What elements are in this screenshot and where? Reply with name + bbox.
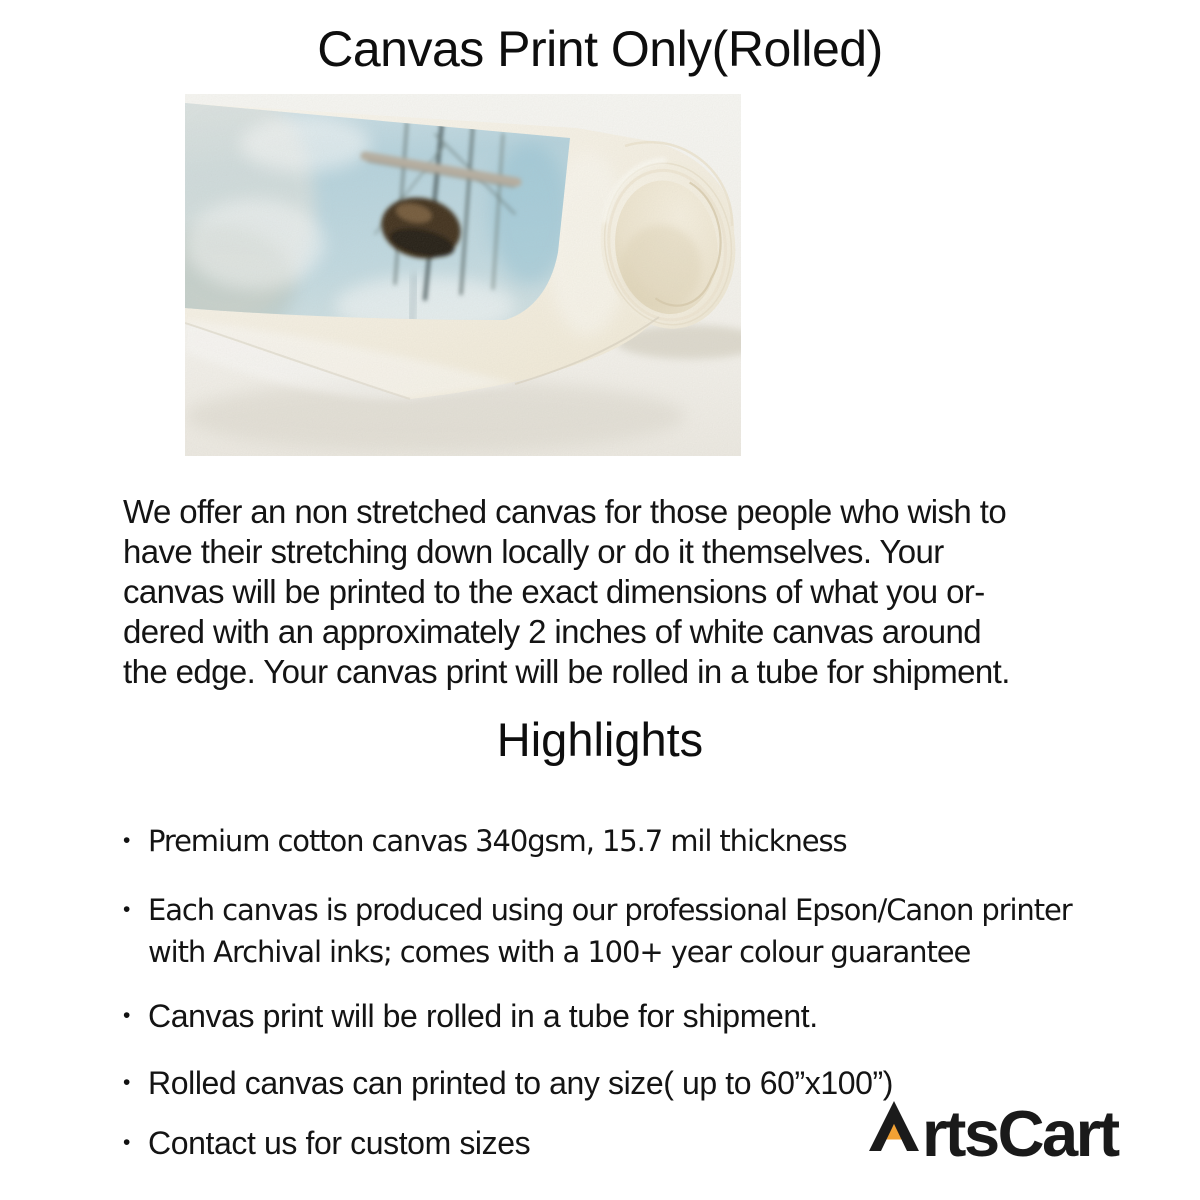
description-line: canvas will be printed to the exact dimensions of what you or- bbox=[123, 573, 985, 610]
bullet-icon: • bbox=[123, 898, 131, 921]
bullet-text bbox=[148, 889, 1153, 973]
bullet-text bbox=[148, 820, 1153, 862]
artscart-logo bbox=[866, 1097, 1118, 1170]
canvas-texture bbox=[185, 94, 741, 456]
highlights-heading: Highlights bbox=[496, 713, 704, 766]
bullet-line: Each canvas is produced using our professional Epson/Canon printer bbox=[148, 893, 1072, 927]
bullet-icon: • bbox=[123, 1071, 131, 1094]
bullet-line: with Archival inks; comes with a 100+ year colour guarantee bbox=[148, 935, 971, 969]
bullet-icon: • bbox=[123, 1004, 131, 1027]
bullet-icon: • bbox=[123, 1131, 131, 1154]
description bbox=[123, 492, 1133, 692]
description-line: have their stretching down locally or do it themselves. Your bbox=[123, 533, 944, 570]
page-title: Canvas Print Only(Rolled) bbox=[317, 21, 883, 77]
list-item bbox=[123, 995, 1153, 1037]
logo-a-icon bbox=[866, 1100, 922, 1152]
description-line: dered with an approximately 2 inches of white canvas around bbox=[123, 613, 981, 650]
description-line: We offer an non stretched canvas for those people who wish to bbox=[123, 493, 1007, 530]
description-line: the edge. Your canvas print will be rolled in a tube for shipment. bbox=[123, 653, 1010, 690]
product-photo bbox=[185, 94, 741, 456]
logo-text: rtsCart bbox=[922, 1097, 1118, 1170]
bullet-line: Premium cotton canvas 340gsm, 15.7 mil thickness bbox=[148, 824, 847, 858]
bullet-line: Rolled canvas can printed to any size( up to 60”x100”) bbox=[148, 1065, 894, 1101]
bullet-line: Canvas print will be rolled in a tube for shipment. bbox=[148, 998, 818, 1034]
list-item bbox=[123, 820, 1153, 862]
rolled-canvas-illustration bbox=[185, 94, 741, 456]
bullet-icon: • bbox=[123, 829, 131, 852]
bullet-line: Contact us for custom sizes bbox=[148, 1125, 531, 1161]
bullet-text bbox=[148, 995, 1153, 1037]
list-item bbox=[123, 889, 1153, 973]
